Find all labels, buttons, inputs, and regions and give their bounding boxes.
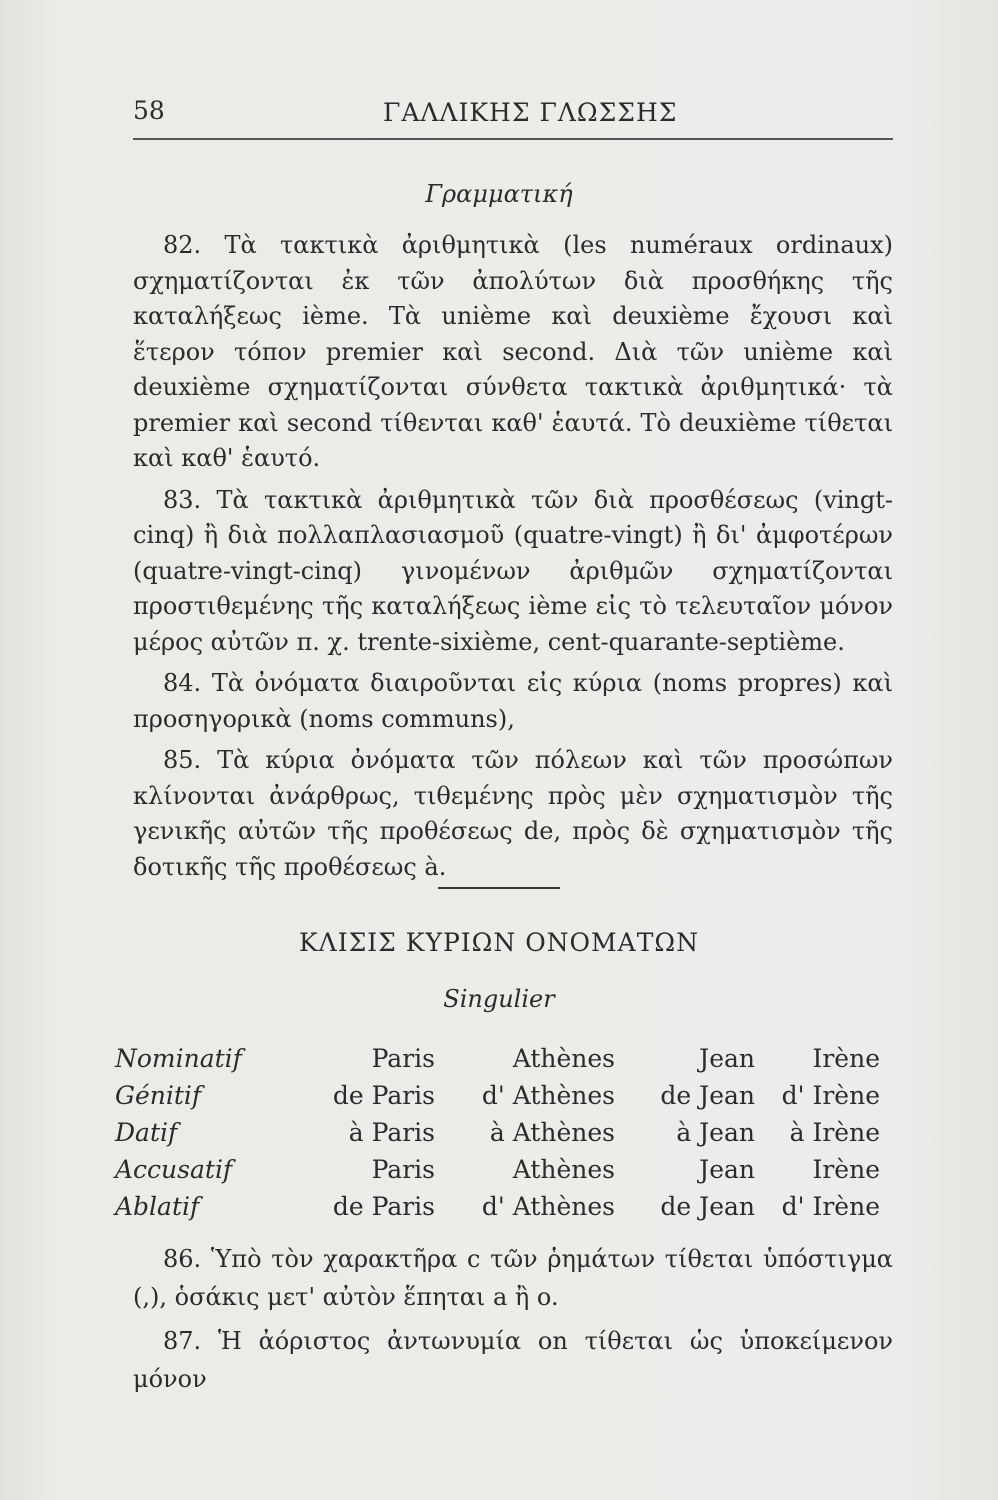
table-cell: à Paris [348, 1118, 435, 1147]
table-cell: Jean [699, 1155, 755, 1184]
table-row [115, 1114, 880, 1151]
table-cell: d' Athènes [481, 1081, 615, 1110]
paragraph-87: 87. Ἡ ἀόριστος ἀντωνυμία on τίθεται ὡς ὑποκείμενον μόνον [133, 1327, 893, 1393]
case-name: Génitif [115, 1081, 202, 1110]
case-name: Ablatif [115, 1192, 200, 1221]
case-name: Accusatif [115, 1155, 233, 1184]
table-cell: Irène [812, 1044, 880, 1073]
paragraph-86: 86. Ὑπὸ τὸν χαρακτῆρα c τῶν ῥημάτων τίθεται ὑπόστιγμα (,), ὁσάκις μετ' αὐτὸν ἕπηται a ἢ o. [133, 1245, 893, 1311]
table-row [115, 1188, 880, 1225]
table-cell: de Jean [660, 1081, 755, 1110]
table-cell: à Athènes [489, 1118, 615, 1147]
table-cell: de Paris [332, 1192, 435, 1221]
table-cell: à Jean [676, 1118, 755, 1147]
table-cell: d' Irène [781, 1192, 880, 1221]
table-cell: d' Athènes [481, 1192, 615, 1221]
paragraph-82: 82. Τὰ τακτικὰ ἀριθμητικὰ (les numéraux ordinaux) σχηματίζονται ἐκ τῶν ἀπολύτων διὰ προσθήκης τῆς καταλήξεως ième. Τὰ unième καὶ deuxième ἔχουσι καὶ ἕτερον τόπον premier καὶ second. Διὰ τῶν unième καὶ deuxième σχηματίζονται σύνθετα τακτικὰ ἀριθμητικά· τὰ premier καὶ second τίθενται καθ' ἑαυτά. Τὸ deuxième τίθεται καὶ καθ' ἑαυτό. [133, 231, 893, 472]
case-name: Datif [115, 1118, 178, 1147]
paragraph-84: 84. Τὰ ὀνόματα διαιροῦνται εἰς κύρια (noms propres) καὶ προσηγορικὰ (noms communs), [133, 669, 893, 733]
section-divider [438, 887, 560, 889]
table-row [115, 1151, 880, 1188]
table-row [115, 1077, 880, 1114]
table-cell: d' Irène [781, 1081, 880, 1110]
page-number: 58 [133, 96, 165, 125]
declension-title: ΚΛΙΣΙΣ ΚΥΡΙΩΝ ΟΝΟΜΑΤΩΝ [298, 928, 699, 957]
table-cell: Athènes [512, 1044, 615, 1073]
paragraph-85: 85. Τὰ κύρια ὀνόματα τῶν πόλεων καὶ τῶν προσώπων κλίνονται ἀνάρθρως, τιθεμένης πρὸς μὲν σχηματισμὸν τῆς γενικῆς αὐτῶν τῆς προθέσεως de, πρὸς δὲ σχηματισμὸν τῆς δοτικῆς τῆς προθέσεως à. [133, 746, 893, 881]
declension-table [115, 1040, 880, 1225]
table-cell: à Irène [789, 1118, 880, 1147]
table-row [115, 1040, 880, 1077]
body-text-continued [133, 1240, 893, 1404]
table-cell: Paris [371, 1044, 435, 1073]
table-cell: Irène [812, 1155, 880, 1184]
table-cell: Paris [371, 1155, 435, 1184]
table-cell: de Paris [332, 1081, 435, 1110]
header-rule [133, 138, 893, 140]
case-name: Nominatif [115, 1044, 242, 1073]
running-head: ΓΑΛΛΙΚΗΣ ΓΛΩΣΣΗΣ [383, 98, 678, 127]
table-cell: Jean [699, 1044, 755, 1073]
section-title: Γραμματική [425, 180, 573, 208]
table-cell: Athènes [512, 1155, 615, 1184]
paragraph-83: 83. Τὰ τακτικὰ ἀριθμητικὰ τῶν διὰ προσθέσεως (vingt-cinq) ἢ διὰ πολλαπλασιασμοῦ (quatre-vingt) ἢ δι' ἀμφοτέρων (quatre-vingt-cinq) γινομένων ἀριθμῶν σχηματίζονται προστιθεμένης τῆς καταλήξεως ième εἰς τὸ τελευταῖον μόνον μέρος αὐτῶν π. χ. trente-sixième, cent-quarante-septième. [133, 485, 893, 656]
page-header [133, 96, 893, 136]
body-text [133, 228, 893, 891]
declension-subtitle: Singulier [443, 985, 555, 1013]
table-cell: de Jean [660, 1192, 755, 1221]
